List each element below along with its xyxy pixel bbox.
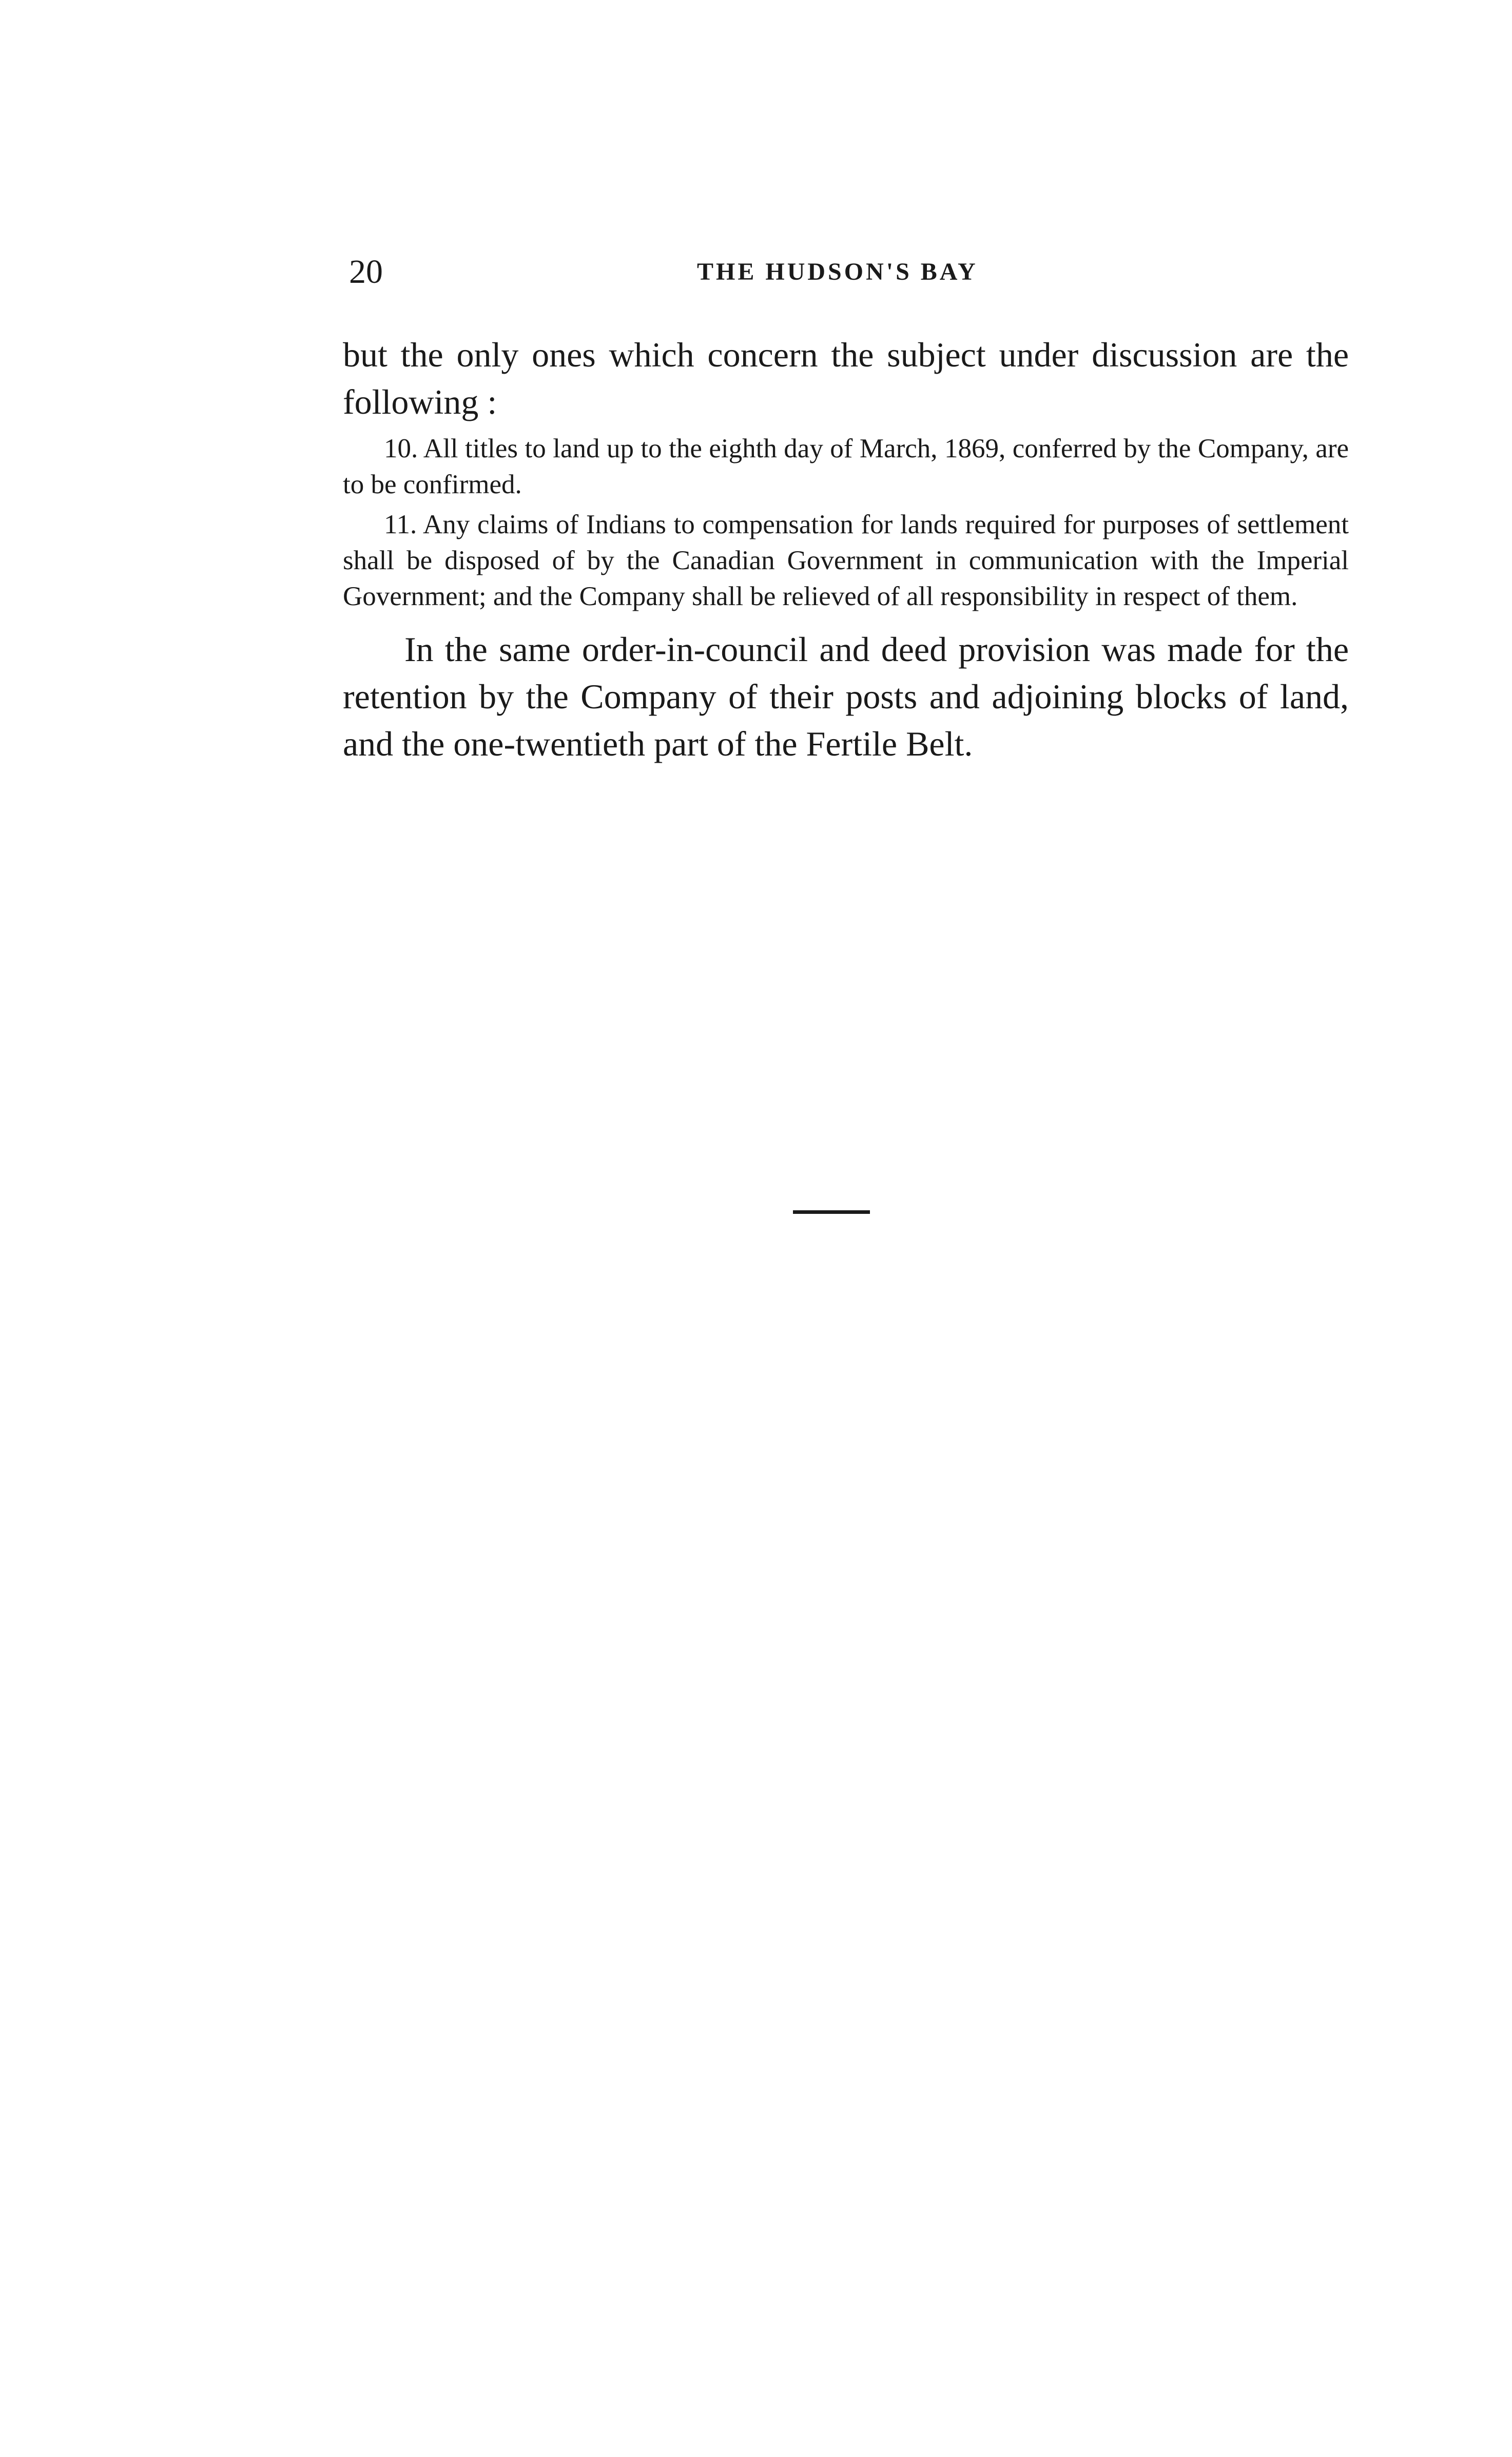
running-head: THE HUDSON'S BAY xyxy=(697,258,978,285)
closing-paragraph: In the same order-in-council and deed provision was made for the retention by the Company of their posts and adjoining blocks of land, and the one-twentieth part of the Fertile Belt. xyxy=(343,630,1349,763)
quoted-item-10: 10. All titles to land up to the eighth day of March, 1869, conferred by the Company, are to be confirmed. xyxy=(343,434,1349,499)
quoted-item-11: 11. Any claims of Indians to compensation for lands required for purposes of settlement shall be disposed of by the Canadian Government in communication with the Imperial Government; and the Company shall be relieved of all responsibility in respect of them. xyxy=(343,510,1349,611)
intro-paragraph: but the only ones which concern the subject under discussion are the following : xyxy=(343,335,1349,421)
page-number: 20 xyxy=(349,253,383,291)
page-header xyxy=(343,246,1349,298)
main-text xyxy=(343,331,1349,767)
section-divider-rule xyxy=(793,1210,870,1214)
